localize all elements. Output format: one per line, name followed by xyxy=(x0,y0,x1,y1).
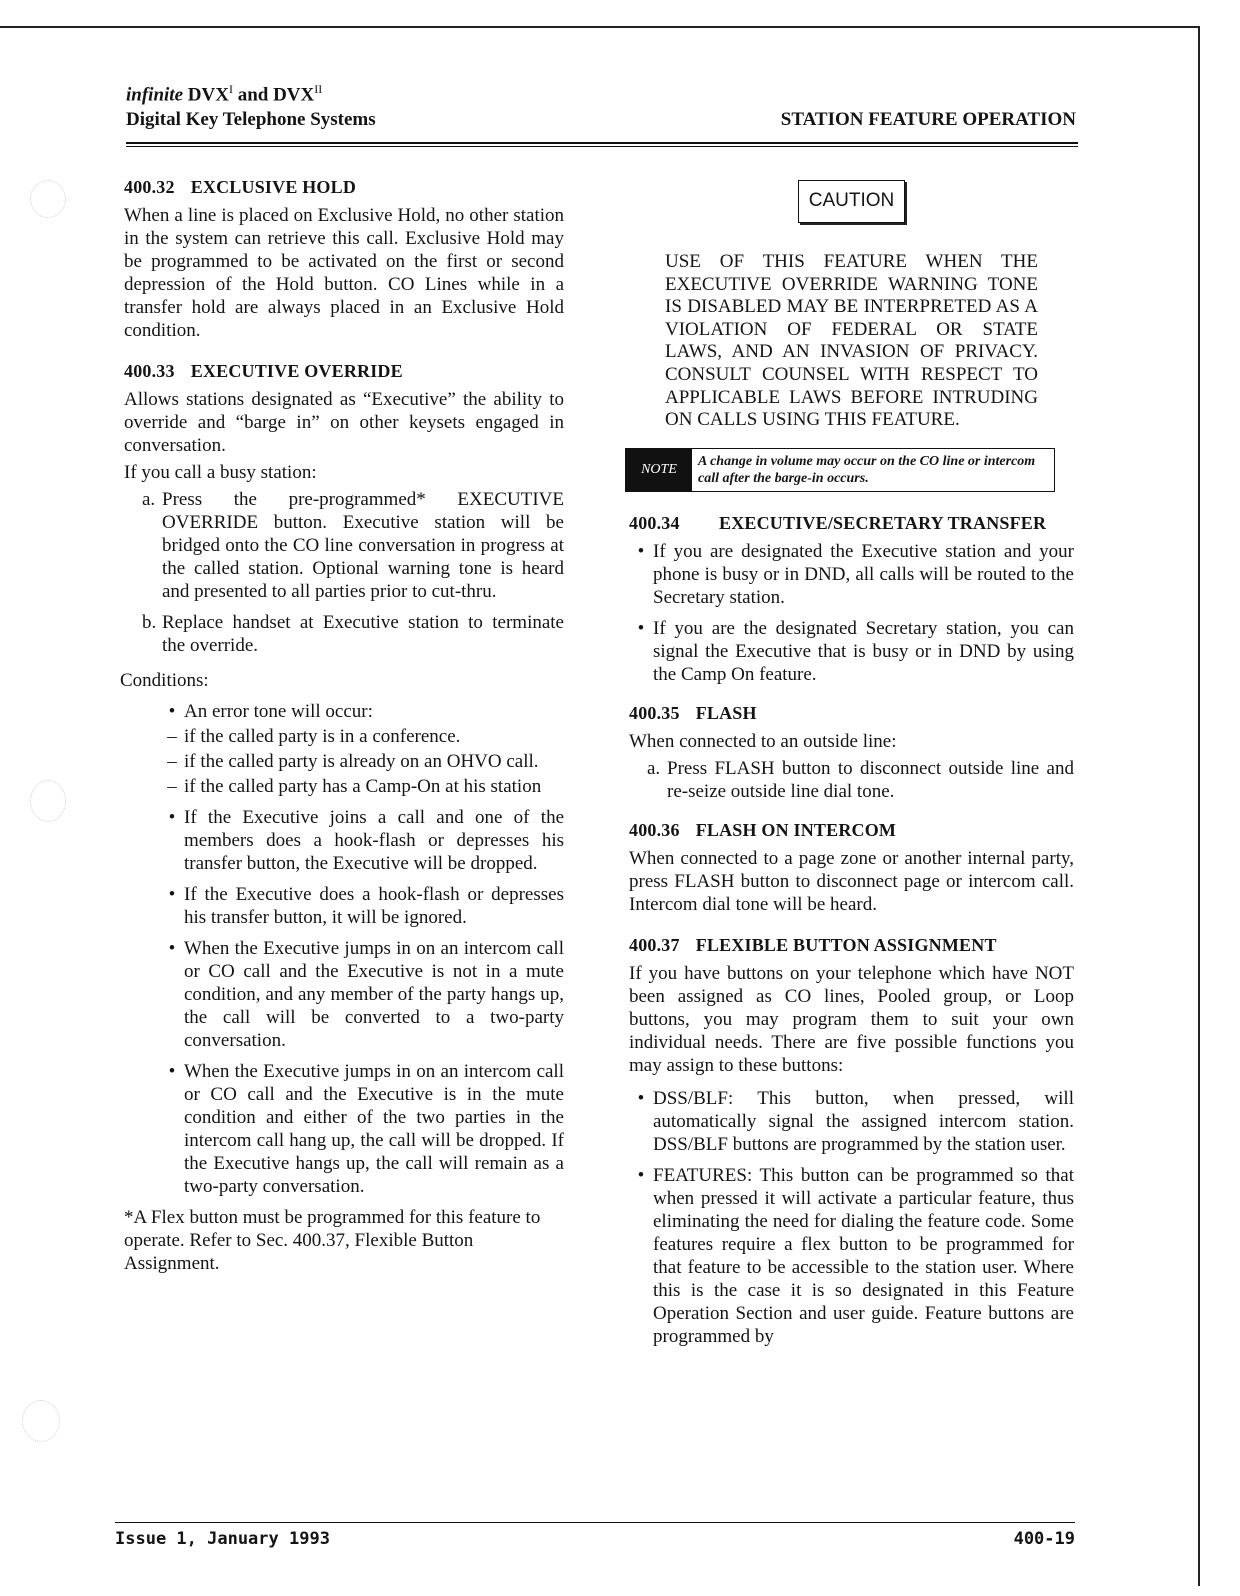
list-item: • An error tone will occur: xyxy=(168,701,373,722)
section-heading-400-35: 400.35 FLASH xyxy=(629,702,757,723)
paragraph: When a line is placed on Exclusive Hold, no other station in the system can retrieve this call. Exclusive Hold may be programmed to be activated on the first or second depression of the Hold button. CO Lines while in a transfer hold are always placed in an Exclusive Hold condition. xyxy=(124,205,564,341)
step-item: b. Replace handset at Executive station to terminate the override. xyxy=(142,612,564,656)
list-item: • FEATURES: This button can be programmed so that when pressed it will activate a particular feature, thus eliminating the need for dialing the feature code. Some features require a flex button to be programmed for that feature to be accessible to the station user. Where this is the case it is so designated in this Feature Operation Section and user guide. Feature buttons are programmed by xyxy=(637,1164,1074,1347)
paragraph: If you have buttons on your telephone which have NOT been assigned as CO lines, Pooled group, or Loop buttons, you may program them to suit your own individual needs. There are five possible functions you may assign to these buttons: xyxy=(629,962,1074,1076)
product-subtitle: Digital Key Telephone Systems xyxy=(126,109,376,131)
conditions-list xyxy=(160,700,564,1198)
section-heading-400-33: 400.33 EXECUTIVE OVERRIDE xyxy=(124,361,403,381)
list-item: • If you are designated the Executive station and your phone is busy or in DND, all calls will be routed to the Secretary station. xyxy=(637,540,1074,608)
note-label: NOTE xyxy=(626,449,692,491)
page-number: 400-19 xyxy=(1013,1529,1075,1549)
scan-hole-mark xyxy=(22,1400,60,1442)
right-column xyxy=(629,176,1074,1356)
header-rule xyxy=(126,142,1078,147)
scan-hole-mark xyxy=(30,180,66,218)
caution-box: CAUTION xyxy=(798,180,906,223)
step-item: a. Press the pre-programmed* EXECUTIVE OVERRIDE button. Executive station will be bridged onto the CO line conversation in progress at the called station. Optional warning tone is heard and presented to all parties prior to cut-thru. xyxy=(142,489,564,602)
list-item: • If the Executive joins a call and one of the members does a hook-flash or depresses his transfer button, the Executive will be dropped. xyxy=(168,807,564,874)
note-box xyxy=(625,448,1055,492)
section-heading-400-32: 400.32 EXCLUSIVE HOLD xyxy=(124,177,357,197)
list-item: • If you are the designated Secretary station, you can signal the Executive that is busy or in DND by using the Camp On feature. xyxy=(637,617,1074,685)
paragraph: When connected to a page zone or another internal party, press FLASH button to disconnect page or intercom call. Intercom dial tone will be heard. xyxy=(629,847,1074,915)
left-column xyxy=(120,176,564,1285)
paragraph: When connected to an outside line: xyxy=(629,730,897,752)
paragraph: If you call a busy station: xyxy=(124,462,317,483)
list-item: – if the called party is already on an OHVO call. xyxy=(167,751,539,772)
issue-date: Issue 1, January 1993 xyxy=(115,1529,330,1549)
caution-text: USE OF THIS FEATURE WHEN THE EXECUTIVE OVERRIDE WARNING TONE IS DISABLED MAY BE INTERPRETED AS A VIOLATION OF FEDERAL OR STATE LAWS, AND AN INVASION OF PRIVACY. CONSULT COUNSEL WITH RESPECT TO APPLICABLE LAWS BEFORE INTRUDING ON CALLS USING THIS FEATURE. xyxy=(665,251,1038,431)
conditions-label: Conditions: xyxy=(120,670,209,691)
section-heading-400-37: 400.37 FLEXIBLE BUTTON ASSIGNMENT xyxy=(629,934,997,955)
list-item: – if the called party has a Camp-On at his station xyxy=(167,776,542,797)
page-frame-top xyxy=(0,26,1200,28)
page-header xyxy=(126,82,1076,131)
product-title: infinite $DVX^I$ and $DVX^{II}$ xyxy=(126,82,323,106)
list-item: • When the Executive jumps in on an intercom call or CO call and the Executive is not in a mute condition, and any member of the party hangs up, the call will be converted to a two-party conversation. xyxy=(168,938,564,1051)
list-item: • When the Executive jumps in on an intercom call or CO call and the Executive is in the mute condition and either of the two parties in the intercom call hang up, the call will be dropped. If the Executive hangs up, the call will remain as a two-party conversation. xyxy=(168,1061,564,1197)
list-item: – if the called party is in a conference. xyxy=(167,726,461,747)
step-item: a. Press FLASH button to disconnect outside line and re-seize outside line dial tone. xyxy=(647,757,1074,802)
scan-hole-mark xyxy=(30,780,66,822)
section-heading-400-34: 400.34 EXECUTIVE/SECRETARY TRANSFER xyxy=(629,512,1047,533)
note-text: A change in volume may occur on the CO line or intercom call after the barge-in occurs. xyxy=(698,453,1036,486)
section-heading-400-36: 400.36 FLASH ON INTERCOM xyxy=(629,819,897,840)
page-frame-right xyxy=(1198,26,1200,1586)
section-title: STATION FEATURE OPERATION xyxy=(780,109,1076,131)
footnote: *A Flex button must be programmed for this feature to operate. Refer to Sec. 400.37, Flexible Button Assignment. xyxy=(124,1207,541,1274)
list-item: • DSS/BLF: This button, when pressed, will automatically signal the assigned intercom station. DSS/BLF buttons are programmed by the station user. xyxy=(637,1087,1074,1155)
list-item: • If the Executive does a hook-flash or depresses his transfer button, it will be ignored. xyxy=(168,884,564,928)
paragraph: Allows stations designated as “Executive” the ability to override and “barge in” on other keysets engaged in conversation. xyxy=(124,389,564,456)
page-footer xyxy=(115,1522,1075,1549)
